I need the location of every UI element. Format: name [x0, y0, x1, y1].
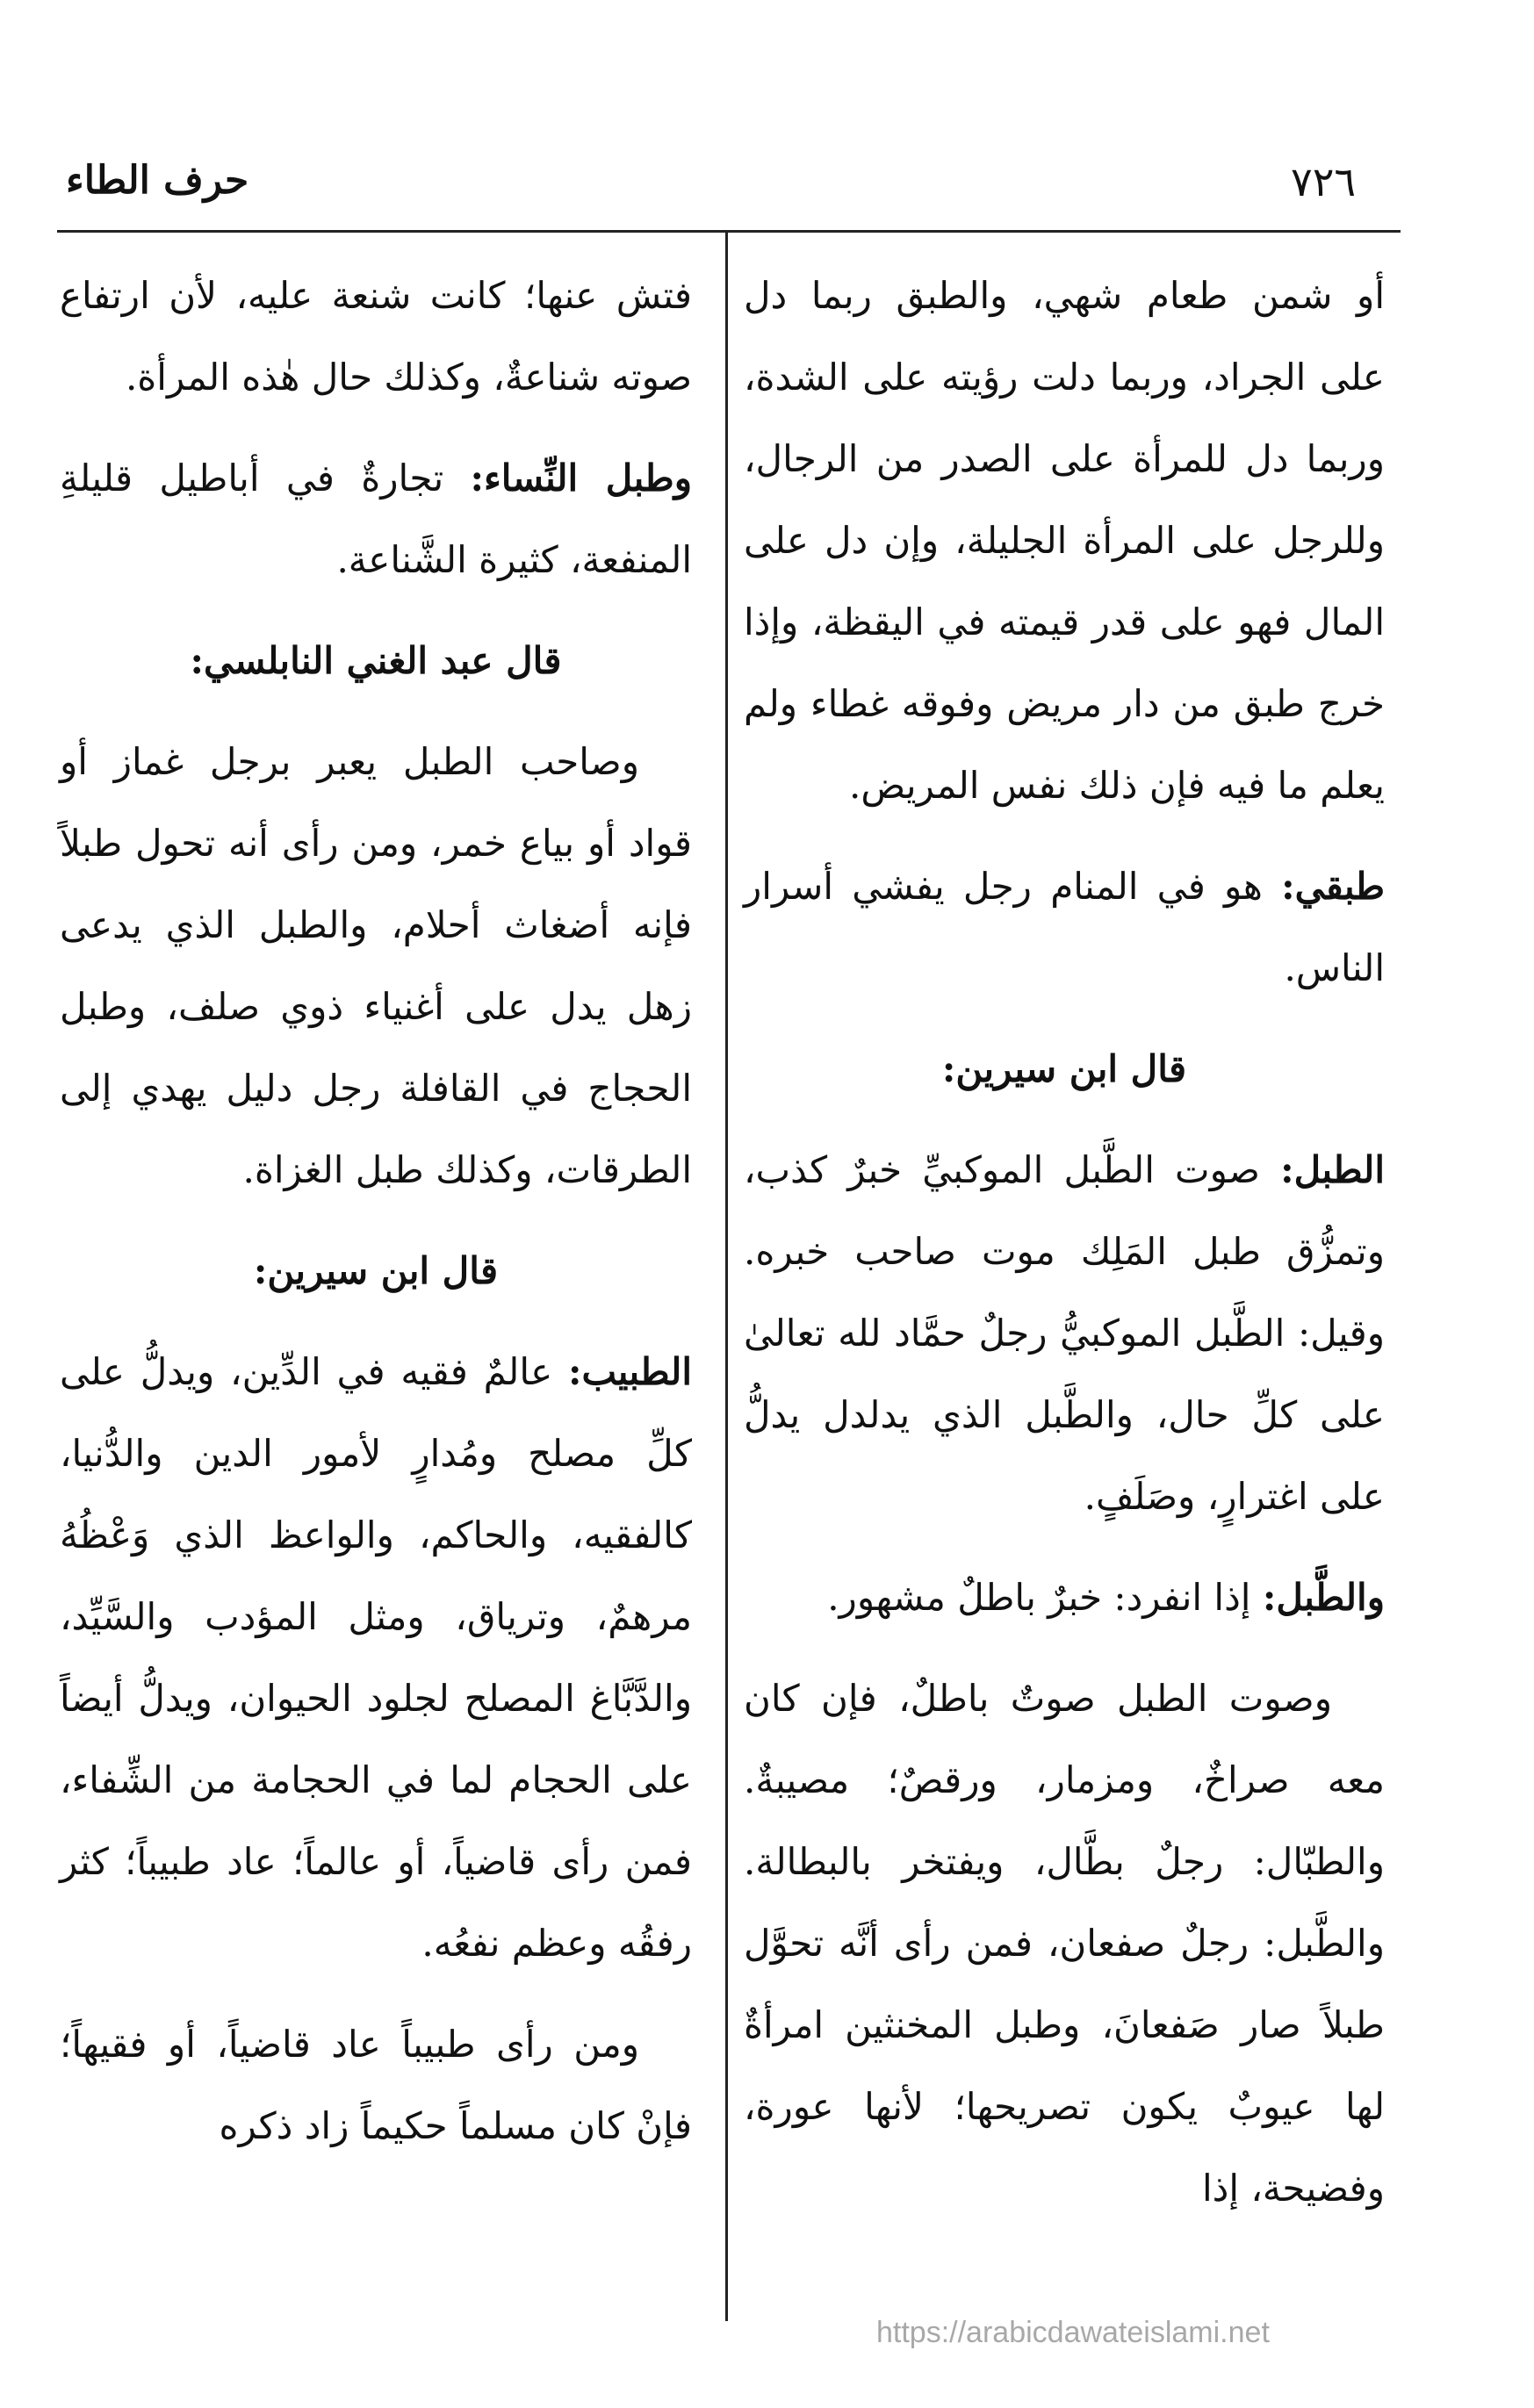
right-column [744, 255, 1385, 2248]
paragraph [60, 1331, 692, 1984]
header-rule [57, 230, 1401, 233]
paragraph [744, 845, 1385, 1009]
paragraph [60, 721, 692, 1211]
entry-term: والطَّبل: [1262, 1576, 1385, 1619]
column-divider [725, 232, 728, 2321]
entry-term: طبقي: [1281, 865, 1385, 908]
paragraph-text: فتش عنها؛ كانت شنعة عليه، لأن ارتفاع صوته شناعةٌ، وكذلك حال هٰذه المرأة. [60, 274, 692, 399]
page-number: ٧٢٦ [1291, 158, 1357, 205]
paragraph-text: صوت الطَّبل الموكبيِّ خبرٌ كذب، وتمزُّق طبل المَلِك موت صاحب خبره. وقيل: الطَّبل الموكبيُّ رجلٌ حمَّاد لله تعالىٰ على كلِّ حال، والطَّبل الذي يدلدل يدلُّ على اغترارٍ، وصَلَفٍ. [744, 1148, 1385, 1518]
paragraph-text: تجارةٌ في أباطيل قليلةِ المنفعة، كثيرة الشَّناعة. [60, 456, 692, 581]
entry-term: وطبل النِّساء: [470, 456, 692, 500]
paragraph-text: ومن رأى طبيباً عاد قاضياً، أو فقيهاً؛ فإنْ كان مسلماً حكيماً زاد ذكره [60, 2023, 692, 2147]
section-heading: قال ابن سيرين: [941, 1047, 1187, 1090]
watermark-url: https://arabicdawateislami.net [876, 2316, 1270, 2349]
left-column [60, 255, 692, 2186]
paragraph-text: وصوت الطبل صوتٌ باطلٌ، فإن كان معه صراخٌ، ومزمار، ورقصٌ؛ مصيبةٌ. والطبّال: رجلٌ بطَّال، ويفتخر بالبطالة. والطَّبل: رجلٌ صفعان، فمن رأى أنَّه تحوَّل طبلاً صار صَفعانَ، وطبل المخنثين امرأةٌ لها عيوبٌ يكون تصريحها؛ لأنها عورة، وفضيحة، إذا [744, 1677, 1385, 2210]
paragraph-text: وصاحب الطبل يعبر برجل غماز أو قواد أو بياع خمر، ومن رأى أنه تحول طبلاً فإنه أضغاث أحلام، والطبل الذي يدعى زهل يدل على أغنياء ذوي صلف، وطبل الحجاج في القافلة رجل دليل يهدي إلى الطرقات، وكذلك طبل الغزاة. [60, 740, 692, 1191]
paragraph-text: هو في المنام رجل يفشي أسرار الناس. [744, 865, 1385, 989]
section-heading: قال ابن سيرين: [253, 1249, 499, 1292]
page-header [53, 149, 1440, 219]
entry-term: الطبل: [1280, 1148, 1385, 1191]
section-heading: قال عبد الغني النابلسي: [190, 639, 562, 682]
paragraph [60, 2003, 692, 2167]
paragraph [60, 437, 692, 600]
paragraph [744, 1556, 1385, 1638]
paragraph [744, 1657, 1385, 2229]
paragraph [60, 255, 692, 418]
entry-term: الطبيب: [567, 1350, 692, 1393]
paragraph [744, 1129, 1385, 1537]
paragraph [744, 255, 1385, 826]
paragraph-text: عالمٌ فقيه في الدِّين، ويدلُّ على كلِّ مصلح ومُدارٍ لأمور الدين والدُّنيا، كالفقيه، والحاكم، والواعظ الذي وَعْظُهُ مرهمٌ، وترياق، ومثل المؤدب والسَّيِّد، والدَّبَّاغ المصلح لجلود الحيوان، ويدلُّ أيضاً على الحجام لما في الحجامة من الشِّفاء، فمن رأى قاضياً، أو عالماً؛ عاد طبيباً؛ كثر رفقُه وعظم نفعُه. [60, 1350, 692, 1965]
paragraph-text: إذا انفرد: خبرٌ باطلٌ مشهور. [827, 1576, 1251, 1619]
section-title: حرف الطاء [66, 158, 249, 203]
paragraph-text: أو شمن طعام شهي، والطبق ربما دل على الجراد، وربما دلت رؤيته على الشدة، وربما دل للمرأة على الصدر من الرجال، وللرجل على المرأة الجليلة، وإن دل على المال فهو على قدر قيمته في اليقظة، وإذا خرج طبق من دار مريض وفوقه غطاء ولم يعلم ما فيه فإن ذلك نفس المريض. [744, 274, 1385, 807]
